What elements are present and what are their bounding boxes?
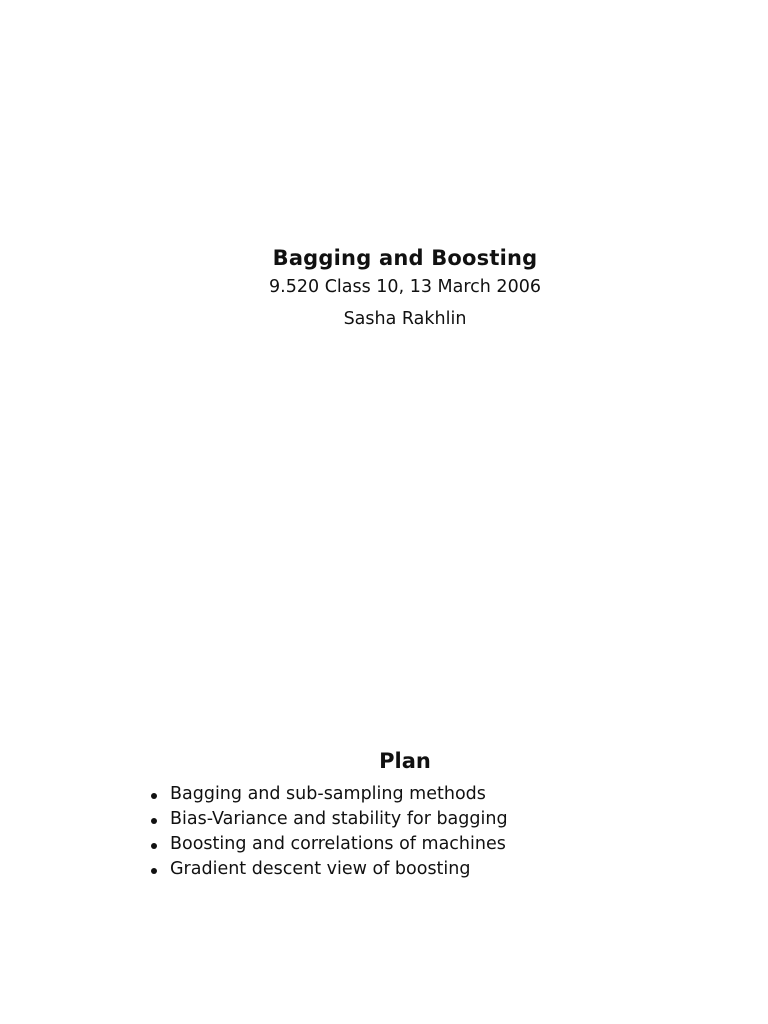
list-item: [151, 807, 508, 832]
bullet-icon: [151, 868, 157, 874]
plan-list: [151, 782, 508, 882]
list-item-text: Bagging and sub-sampling methods: [170, 784, 486, 804]
list-item: [151, 782, 508, 807]
document-subtitle: 9.520 Class 10, 13 March 2006: [269, 277, 541, 297]
bullet-icon: [151, 843, 157, 849]
document-title: Bagging and Boosting: [272, 246, 538, 270]
list-item: [151, 832, 508, 857]
list-item-text: Boosting and correlations of machines: [170, 834, 506, 854]
list-item-text: Bias-Variance and stability for bagging: [170, 809, 508, 829]
bullet-icon: [151, 818, 157, 824]
bullet-icon: [151, 793, 157, 799]
list-item-text: Gradient descent view of boosting: [170, 859, 471, 879]
list-item: [151, 857, 508, 882]
title-block: [0, 242, 768, 332]
document-author: Sasha Rakhlin: [343, 309, 467, 329]
plan-heading: Plan: [379, 749, 431, 773]
